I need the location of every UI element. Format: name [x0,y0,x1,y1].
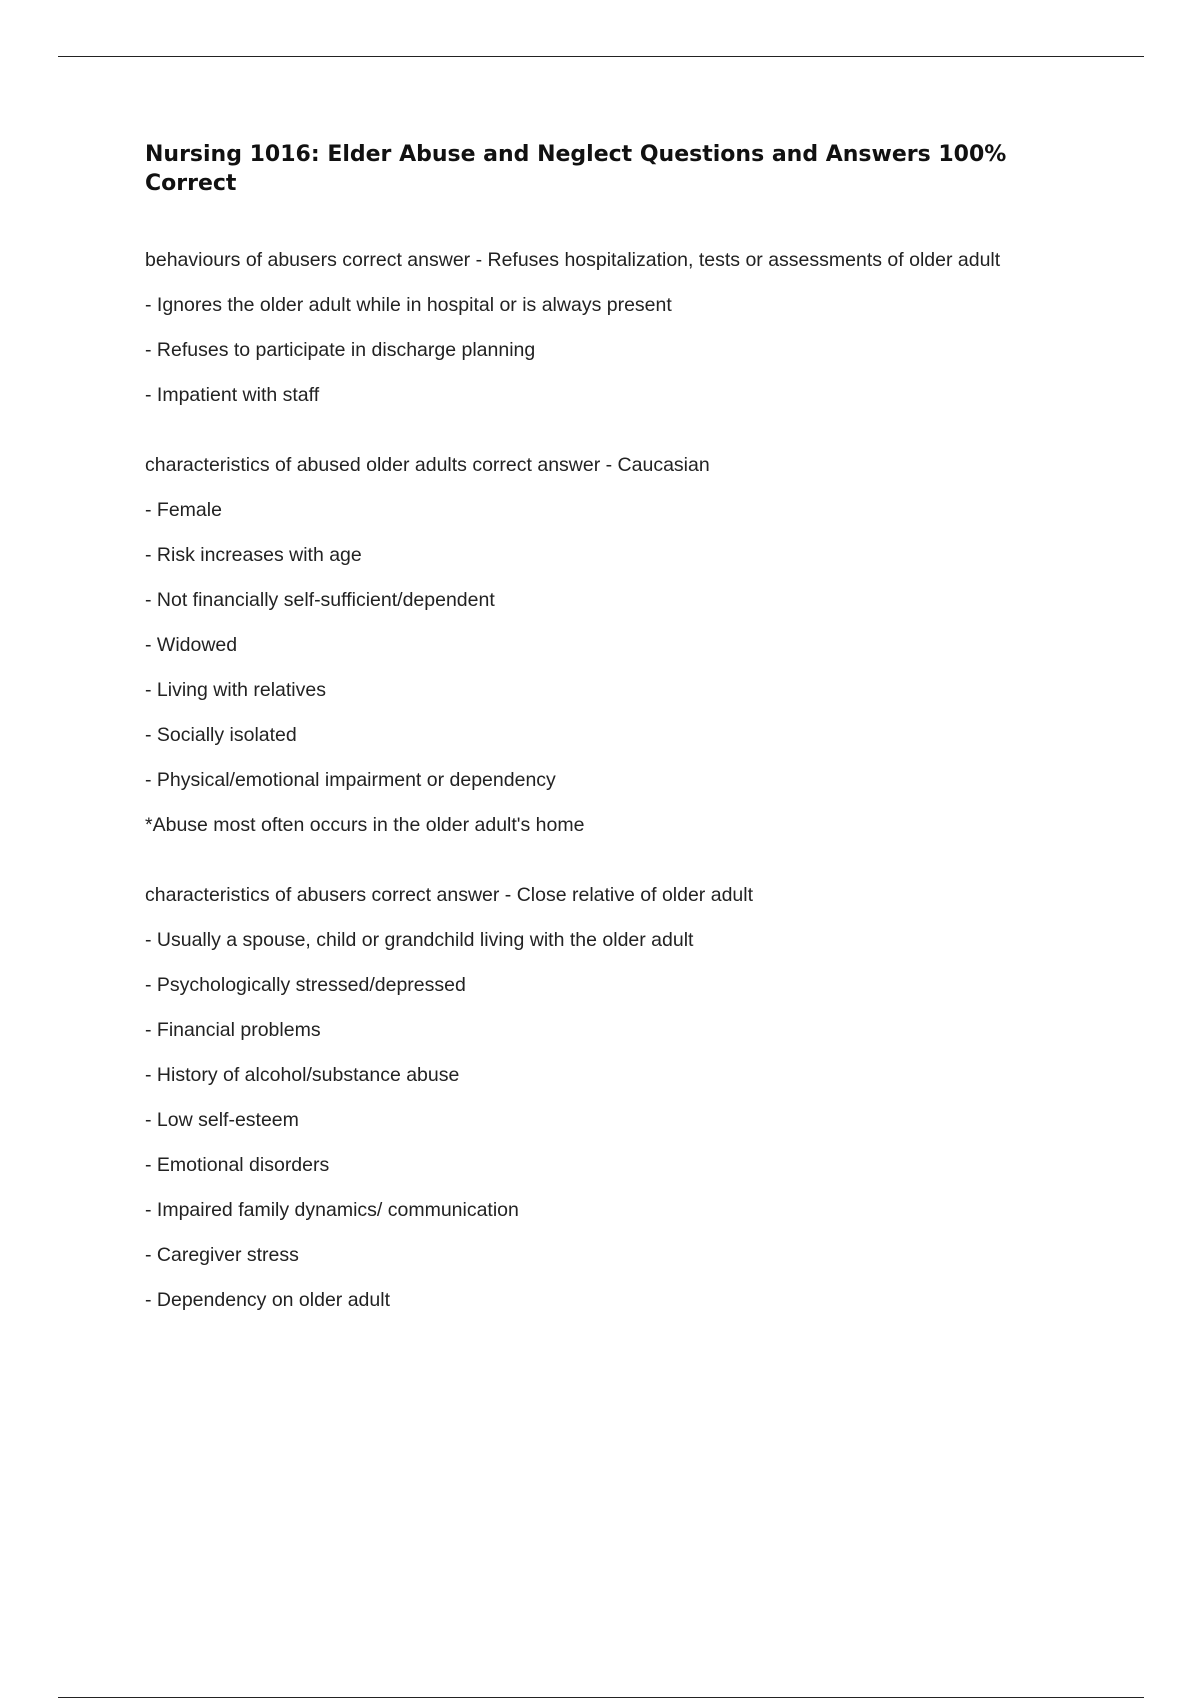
qa-line: - Physical/emotional impairment or dependency [145,769,556,791]
qa-line: *Abuse most often occurs in the older adult's home [145,814,585,836]
qa-line: characteristics of abused older adults correct answer - Caucasian [145,454,710,476]
qa-line: - Risk increases with age [145,544,362,566]
qa-section-characteristics-of-abused-older-adults [145,453,1065,838]
qa-line: - Widowed [145,634,238,656]
qa-line: - Psychologically stressed/depressed [145,974,466,996]
qa-line: - Living with relatives [145,679,326,701]
qa-line: - Female [145,499,222,521]
qa-line: - Low self-esteem [145,1109,299,1131]
qa-line: - Emotional disorders [145,1154,330,1176]
qa-line: - Impatient with staff [145,384,320,406]
document-title: Nursing 1016: Elder Abuse and Neglect Questions and Answers 100% Correct [145,142,1007,196]
qa-section-behaviours-of-abusers [145,248,1065,408]
qa-line: - History of alcohol/substance abuse [145,1064,460,1086]
qa-line: - Ignores the older adult while in hospital or is always present [145,294,672,316]
qa-line: - Caregiver stress [145,1244,299,1266]
qa-line: - Refuses to participate in discharge planning [145,339,536,361]
qa-line: characteristics of abusers correct answer - Close relative of older adult [145,884,754,906]
qa-section-characteristics-of-abusers [145,883,1065,1313]
qa-line: - Usually a spouse, child or grandchild living with the older adult [145,929,694,951]
header-rule [58,56,1144,57]
document-body [145,140,1065,1313]
qa-line: - Financial problems [145,1019,321,1041]
qa-line: - Not financially self-sufficient/dependent [145,589,495,611]
footer-rule [58,1697,1144,1698]
qa-line: - Dependency on older adult [145,1289,390,1311]
qa-line: behaviours of abusers correct answer - Refuses hospitalization, tests or assessments of older adult [145,249,1001,271]
qa-line: - Socially isolated [145,724,297,746]
qa-line: - Impaired family dynamics/ communication [145,1199,519,1221]
